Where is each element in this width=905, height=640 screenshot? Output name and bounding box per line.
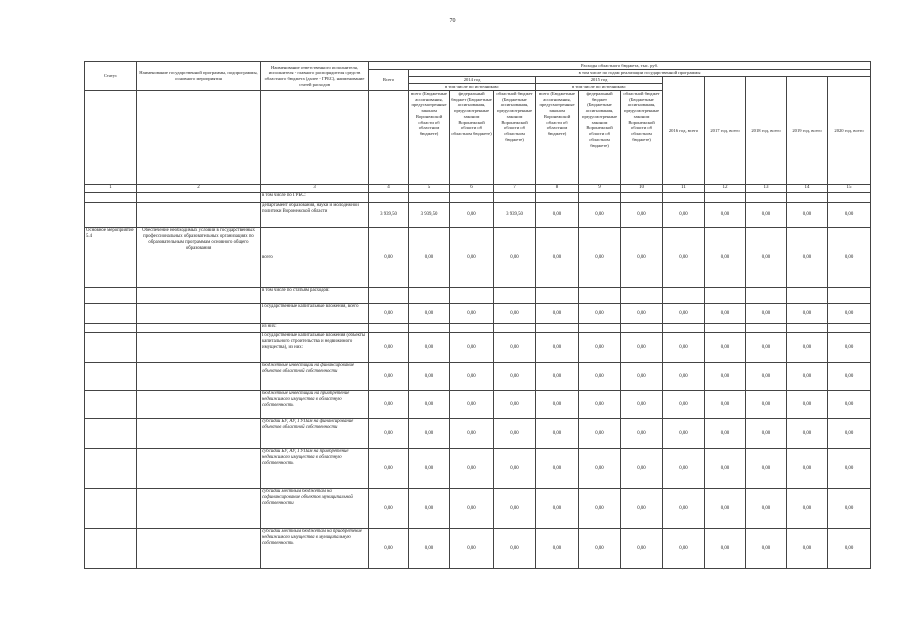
- row-value: 0,00: [536, 333, 579, 363]
- row-responsible: Государственные капитальные вложения (объекты капитального строительства и недвижимого имущества), из них:: [261, 333, 369, 363]
- row-value: 0,00: [787, 304, 828, 324]
- row-status: [85, 304, 137, 324]
- header-src-2015-3: областной бюджет (Бюджетные ассигнования, предусмотренные законом Воронежской области об областном бюджете): [621, 91, 663, 185]
- row-value: 0,00: [409, 304, 450, 324]
- row-value: [663, 324, 705, 333]
- row-value: [787, 288, 828, 304]
- row-value: 0,00: [746, 489, 787, 529]
- row-value: 0,00: [536, 419, 579, 449]
- header-2018: 2018 год, всего: [746, 77, 787, 185]
- table-row: [85, 529, 871, 569]
- row-value: [409, 324, 450, 333]
- row-program-name: [137, 304, 261, 324]
- col-number: 13: [746, 185, 787, 193]
- row-responsible: субсидии БУ, АУ, ГУПам на финансирование объектов областной собственности: [261, 419, 369, 449]
- row-value: 0,00: [746, 529, 787, 569]
- row-value: 0,00: [450, 228, 494, 288]
- row-value: 0,00: [409, 419, 450, 449]
- header-src-2015-2: федеральный бюджет (Бюджетные ассигнования, предусмотренные законом Воронежской области об областном бюджете): [579, 91, 621, 185]
- row-value: 0,00: [579, 419, 621, 449]
- row-program-name: [137, 529, 261, 569]
- row-value: 0,00: [450, 529, 494, 569]
- row-value: 0,00: [663, 228, 705, 288]
- col-number: 8: [536, 185, 579, 193]
- table-row: [85, 391, 871, 419]
- row-value: 0,00: [746, 228, 787, 288]
- row-value: 0,00: [621, 228, 663, 288]
- row-responsible: бюджетные инвестиции на финансирование объектов областной собственности: [261, 363, 369, 391]
- row-value: [369, 324, 409, 333]
- row-value: 0,00: [621, 529, 663, 569]
- row-value: [536, 288, 579, 304]
- row-value: [450, 193, 494, 203]
- row-value: [494, 193, 536, 203]
- row-value: 0,00: [579, 449, 621, 489]
- header-status: Статус: [85, 62, 137, 91]
- row-status: [85, 419, 137, 449]
- row-status: [85, 288, 137, 304]
- row-program-name: [137, 333, 261, 363]
- row-value: 0,00: [828, 228, 871, 288]
- row-value: 0,00: [705, 304, 746, 324]
- row-program-name: [137, 288, 261, 304]
- row-status: [85, 193, 137, 203]
- header-year-2014: 2014 год: [409, 77, 536, 84]
- col-number: 15: [828, 185, 871, 193]
- row-value: 0,00: [579, 228, 621, 288]
- row-value: 0,00: [450, 363, 494, 391]
- col-number: 7: [494, 185, 536, 193]
- header-src-2014-3: областной бюджет (Бюджетные ассигнования, предусмотренные законом Воронежской области об областном бюджете): [494, 91, 536, 185]
- row-value: [828, 288, 871, 304]
- row-value: 0,00: [787, 333, 828, 363]
- table-row: [85, 203, 871, 228]
- header-resp-spacer: [261, 91, 369, 185]
- row-value: [579, 288, 621, 304]
- row-program-name: [137, 391, 261, 419]
- row-value: 0,00: [409, 363, 450, 391]
- row-value: 0,00: [409, 529, 450, 569]
- col-number: 2: [137, 185, 261, 193]
- row-value: 0,00: [536, 363, 579, 391]
- column-numbers-row: [85, 185, 871, 193]
- col-number: 3: [261, 185, 369, 193]
- row-responsible: в том числе по ГРБС:: [261, 193, 369, 203]
- row-value: 0,00: [663, 203, 705, 228]
- row-value: 3 939,50: [369, 203, 409, 228]
- row-value: 0,00: [450, 419, 494, 449]
- row-value: 0,00: [579, 333, 621, 363]
- table-row: [85, 288, 871, 304]
- row-value: 0,00: [494, 304, 536, 324]
- row-value: 0,00: [787, 391, 828, 419]
- row-value: [369, 288, 409, 304]
- row-value: 0,00: [450, 203, 494, 228]
- row-value: 0,00: [828, 489, 871, 529]
- col-number: 6: [450, 185, 494, 193]
- table-row: [85, 304, 871, 324]
- row-status: [85, 203, 137, 228]
- row-value: 0,00: [828, 333, 871, 363]
- row-value: [663, 288, 705, 304]
- row-value: [621, 193, 663, 203]
- row-value: [450, 288, 494, 304]
- row-value: 0,00: [705, 419, 746, 449]
- col-number: 14: [787, 185, 828, 193]
- row-responsible: из них:: [261, 324, 369, 333]
- header-src-2015-1: всего (Бюджетные ассигнования, предусмотренные законом Воронежской области об областном бюджете): [536, 91, 579, 185]
- row-value: 0,00: [746, 449, 787, 489]
- col-number: 12: [705, 185, 746, 193]
- row-value: 0,00: [494, 489, 536, 529]
- header-2020: 2020 год, всего: [828, 77, 871, 185]
- row-value: 0,00: [494, 419, 536, 449]
- header-2016: 2016 год, всего: [663, 77, 705, 185]
- row-value: 0,00: [450, 304, 494, 324]
- row-value: [746, 288, 787, 304]
- row-value: 0,00: [369, 449, 409, 489]
- row-value: 0,00: [705, 363, 746, 391]
- row-value: 0,00: [621, 304, 663, 324]
- row-value: 0,00: [746, 304, 787, 324]
- row-value: [579, 193, 621, 203]
- row-value: 0,00: [663, 363, 705, 391]
- row-value: 0,00: [828, 419, 871, 449]
- row-value: [536, 193, 579, 203]
- row-value: 0,00: [450, 333, 494, 363]
- row-value: 0,00: [494, 529, 536, 569]
- row-program-name: [137, 419, 261, 449]
- row-value: 0,00: [663, 333, 705, 363]
- row-value: 0,00: [369, 304, 409, 324]
- row-value: 0,00: [369, 391, 409, 419]
- row-responsible: в том числе по статьям расходов:: [261, 288, 369, 304]
- col-number: 1: [85, 185, 137, 193]
- row-value: [705, 288, 746, 304]
- row-program-name: Обеспечение необходимых условий в государственных профессиональных образовательных организациях по образовательным программам основного общего образования: [137, 228, 261, 288]
- row-responsible: субсидии БУ, АУ, ГУПам на приобретение недвижимого имущества в областную собственность: [261, 449, 369, 489]
- row-value: 0,00: [663, 489, 705, 529]
- row-responsible: бюджетные инвестиции на приобретение недвижимого имущества в областную собственность: [261, 391, 369, 419]
- row-program-name: [137, 193, 261, 203]
- table-row: [85, 193, 871, 203]
- row-value: 0,00: [828, 529, 871, 569]
- header-src-2014-2: федеральный бюджет (Бюджетные ассигнования, предусмотренные законом Воронежской области об областном бюджете): [450, 91, 494, 185]
- row-value: [828, 324, 871, 333]
- row-value: 0,00: [450, 489, 494, 529]
- row-value: 0,00: [663, 449, 705, 489]
- row-responsible: Государственные капитальные вложения, всего: [261, 304, 369, 324]
- row-value: 0,00: [409, 449, 450, 489]
- row-value: 0,00: [579, 391, 621, 419]
- row-value: 0,00: [409, 228, 450, 288]
- row-value: 0,00: [828, 304, 871, 324]
- header-sources-2015: в том числе по источникам:: [536, 84, 663, 91]
- row-responsible: всего: [261, 228, 369, 288]
- table-row: [85, 333, 871, 363]
- header-status-spacer: [85, 91, 137, 185]
- row-value: 0,00: [787, 203, 828, 228]
- row-value: [579, 324, 621, 333]
- row-value: 0,00: [536, 228, 579, 288]
- header-total: Всего: [369, 70, 409, 91]
- row-value: [536, 324, 579, 333]
- row-value: 0,00: [536, 203, 579, 228]
- row-value: 0,00: [536, 529, 579, 569]
- row-value: 0,00: [746, 203, 787, 228]
- row-value: 0,00: [369, 363, 409, 391]
- row-status: [85, 529, 137, 569]
- col-number: 5: [409, 185, 450, 193]
- row-value: 0,00: [787, 529, 828, 569]
- header-src-2014-1: всего (Бюджетные ассигнования, предусмотренные законом Воронежской области об областном бюджете): [409, 91, 450, 185]
- row-value: 0,00: [494, 391, 536, 419]
- table-row: [85, 419, 871, 449]
- row-program-name: [137, 324, 261, 333]
- row-program-name: [137, 449, 261, 489]
- row-value: 0,00: [579, 363, 621, 391]
- row-value: 0,00: [787, 489, 828, 529]
- row-value: 0,00: [409, 333, 450, 363]
- row-status: [85, 333, 137, 363]
- table-row: [85, 228, 871, 288]
- row-value: 0,00: [579, 203, 621, 228]
- row-value: 0,00: [494, 449, 536, 489]
- budget-table: [84, 61, 871, 569]
- row-responsible: субсидии местным бюджетам на приобретение недвижимого имущества в муниципальную собственность: [261, 529, 369, 569]
- header-name-spacer: [137, 91, 261, 185]
- row-value: 0,00: [536, 391, 579, 419]
- row-value: 0,00: [450, 449, 494, 489]
- row-status: [85, 489, 137, 529]
- row-value: [621, 324, 663, 333]
- table-row: [85, 324, 871, 333]
- row-responsible: субсидии местным бюджетам на софинансирование объектов муниципальной собственности: [261, 489, 369, 529]
- table-row: [85, 449, 871, 489]
- row-value: 0,00: [663, 391, 705, 419]
- header-2019: 2019 год, всего: [787, 77, 828, 185]
- col-number: 10: [621, 185, 663, 193]
- row-value: 0,00: [621, 363, 663, 391]
- row-value: 3 939,50: [494, 203, 536, 228]
- row-value: 0,00: [579, 489, 621, 529]
- row-value: 0,00: [746, 333, 787, 363]
- header-expenses: Расходы областного бюджета, тыс. руб.: [369, 62, 871, 70]
- row-value: 0,00: [369, 419, 409, 449]
- row-value: 0,00: [369, 489, 409, 529]
- row-value: [409, 193, 450, 203]
- row-value: 0,00: [621, 203, 663, 228]
- row-value: 0,00: [705, 529, 746, 569]
- row-status: [85, 449, 137, 489]
- row-value: 0,00: [705, 203, 746, 228]
- row-value: 0,00: [705, 449, 746, 489]
- row-value: 0,00: [828, 449, 871, 489]
- row-value: 0,00: [409, 489, 450, 529]
- row-value: 0,00: [369, 529, 409, 569]
- row-value: 0,00: [663, 419, 705, 449]
- row-value: 0,00: [369, 333, 409, 363]
- row-value: 0,00: [663, 304, 705, 324]
- row-value: 0,00: [705, 489, 746, 529]
- row-program-name: [137, 489, 261, 529]
- row-value: 0,00: [536, 489, 579, 529]
- header-2017: 2017 год, всего: [705, 77, 746, 185]
- row-value: 0,00: [494, 363, 536, 391]
- row-value: 0,00: [369, 228, 409, 288]
- row-value: [787, 193, 828, 203]
- header-program-name: Наименование государственной программы, подпрограммы, основного мероприятия: [137, 62, 261, 91]
- row-value: [369, 193, 409, 203]
- row-status: [85, 363, 137, 391]
- row-value: 0,00: [828, 391, 871, 419]
- row-value: 0,00: [621, 419, 663, 449]
- row-value: 0,00: [621, 449, 663, 489]
- table-row: [85, 363, 871, 391]
- row-value: [828, 193, 871, 203]
- header-by-years: в том числе по годам реализации государственной программы: [409, 70, 871, 77]
- header-responsible: Наименование ответственного исполнителя, исполнителя - главного распорядителя средств областного бюджета (далее - ГРБС), наименование статей расходов: [261, 62, 369, 91]
- row-value: 0,00: [787, 363, 828, 391]
- row-value: [409, 288, 450, 304]
- row-value: [746, 324, 787, 333]
- row-value: [621, 288, 663, 304]
- row-value: [787, 324, 828, 333]
- col-number: 9: [579, 185, 621, 193]
- header-year-2015: 2015 год: [536, 77, 663, 84]
- row-value: 0,00: [828, 363, 871, 391]
- row-value: 0,00: [787, 228, 828, 288]
- row-value: 0,00: [621, 489, 663, 529]
- row-responsible: департамент образования, науки и молодежной политики Воронежской области: [261, 203, 369, 228]
- row-value: 0,00: [746, 363, 787, 391]
- row-value: 0,00: [536, 449, 579, 489]
- row-value: 0,00: [450, 391, 494, 419]
- row-value: [494, 288, 536, 304]
- row-value: 0,00: [746, 391, 787, 419]
- row-program-name: [137, 363, 261, 391]
- row-value: [705, 324, 746, 333]
- row-value: 0,00: [787, 419, 828, 449]
- row-value: [663, 193, 705, 203]
- col-number: 11: [663, 185, 705, 193]
- row-value: 0,00: [621, 391, 663, 419]
- row-value: 0,00: [621, 333, 663, 363]
- header-total-spacer: [369, 91, 409, 185]
- row-value: 0,00: [494, 228, 536, 288]
- row-value: [494, 324, 536, 333]
- row-value: [746, 193, 787, 203]
- row-value: 0,00: [787, 449, 828, 489]
- row-value: 0,00: [828, 203, 871, 228]
- row-value: 3 939,50: [409, 203, 450, 228]
- row-value: 0,00: [536, 304, 579, 324]
- row-value: 0,00: [746, 419, 787, 449]
- row-program-name: [137, 203, 261, 228]
- row-value: 0,00: [705, 391, 746, 419]
- row-status: Основное мероприятие 5.4: [85, 228, 137, 288]
- row-value: 0,00: [705, 228, 746, 288]
- row-value: 0,00: [409, 391, 450, 419]
- row-status: [85, 391, 137, 419]
- table-row: [85, 489, 871, 529]
- row-value: 0,00: [663, 529, 705, 569]
- row-value: [450, 324, 494, 333]
- page-number: 70: [449, 18, 456, 24]
- row-value: 0,00: [579, 304, 621, 324]
- row-value: 0,00: [579, 529, 621, 569]
- row-value: [705, 193, 746, 203]
- header-sources-2014: в том числе по источникам:: [409, 84, 536, 91]
- row-value: 0,00: [705, 333, 746, 363]
- col-number: 4: [369, 185, 409, 193]
- row-value: 0,00: [494, 333, 536, 363]
- row-status: [85, 324, 137, 333]
